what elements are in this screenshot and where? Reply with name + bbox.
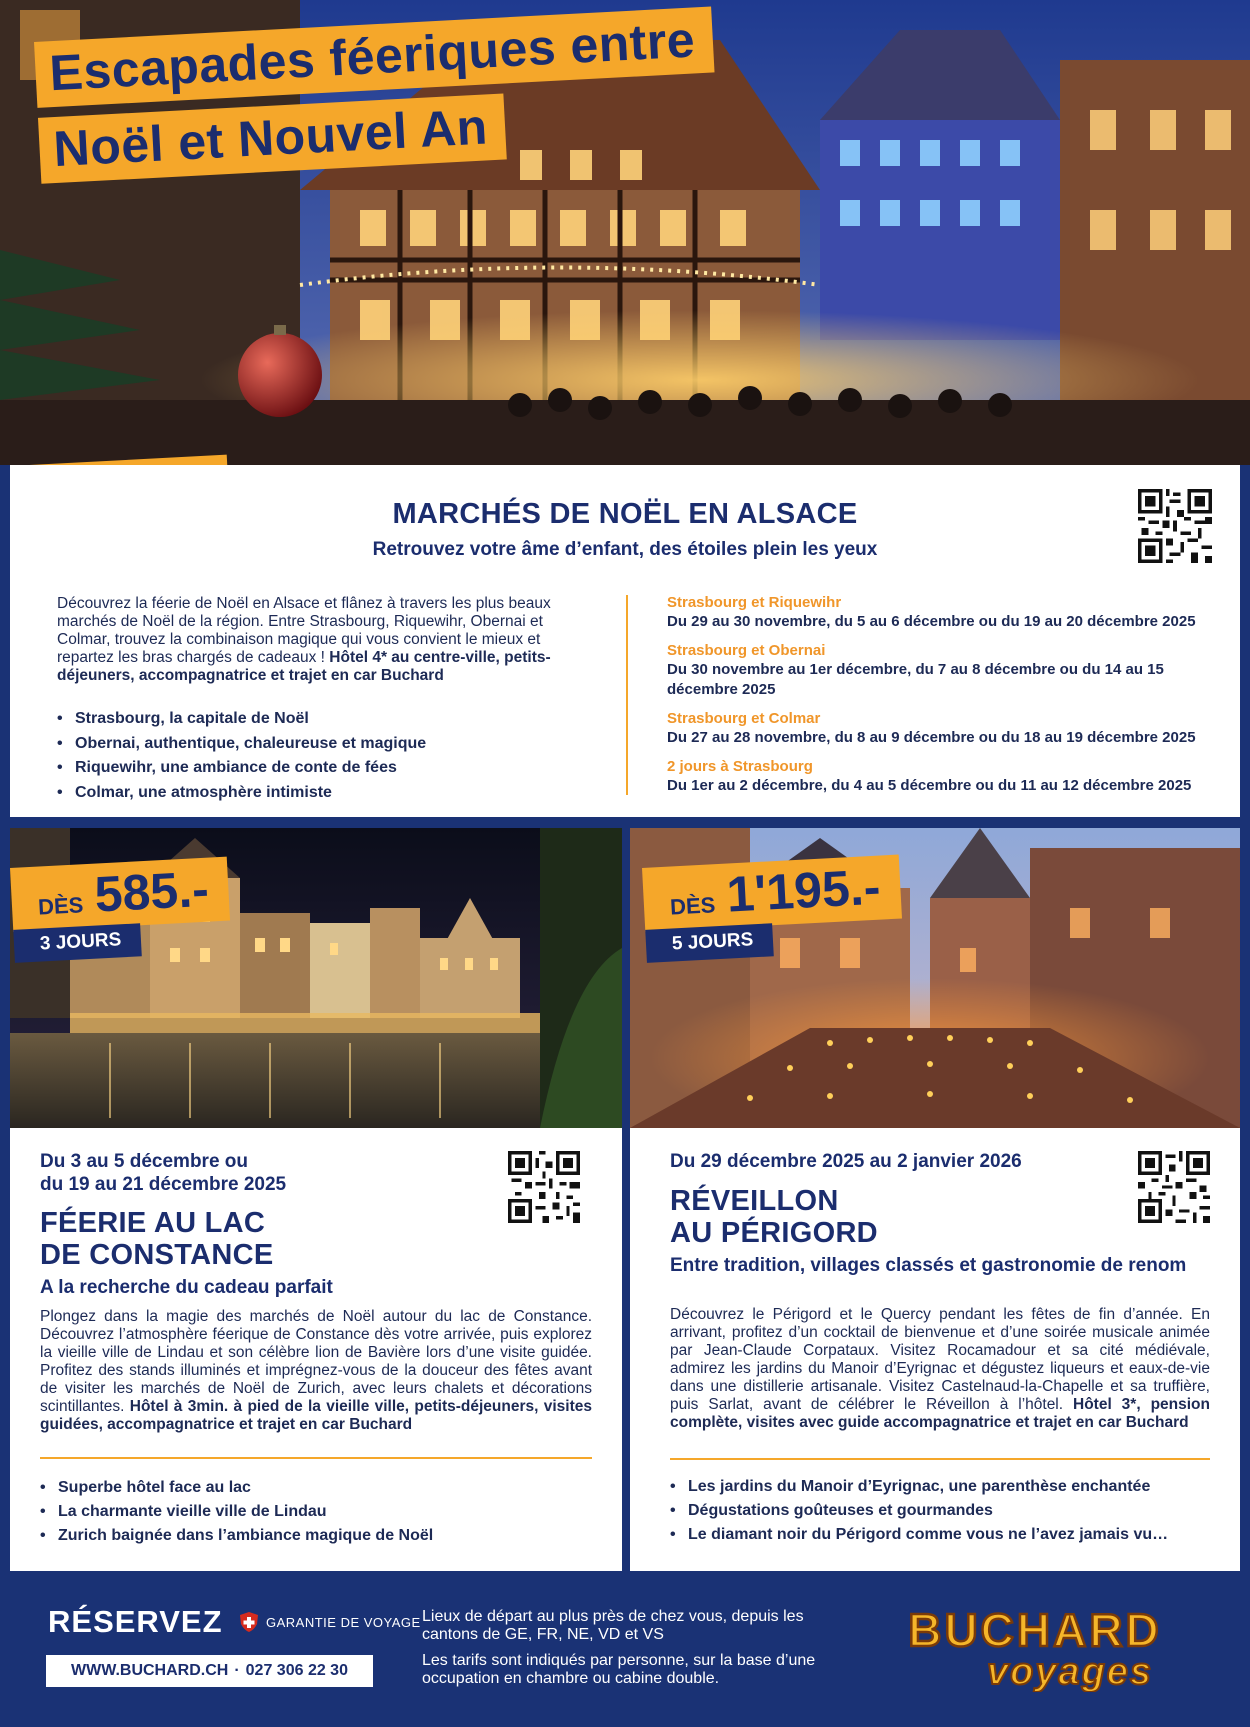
perigord-description — [670, 1306, 1210, 1432]
date-group — [667, 593, 1227, 632]
price-amount: 585.- — [93, 860, 211, 923]
date-line: du 19 au 21 décembre 2025 — [40, 1174, 287, 1195]
headline-line-2: Noël et Nouvel An — [38, 93, 507, 183]
perigord-dates — [670, 1150, 1022, 1173]
perigord-highlights — [670, 1475, 1168, 1547]
title-line: AU PÉRIGORD — [670, 1217, 878, 1249]
constance-highlights — [40, 1476, 433, 1548]
list-item: • Les jardins du Manoir d’Eyrignac, une parenthèse enchantée — [670, 1475, 1168, 1499]
alsace-dates — [667, 593, 1227, 805]
perigord-body: Découvrez le Périgord et le Quercy pendant les fêtes de fin d’année. En arrivant, profitez d’un cocktail de bienvenue et d’une soirée musicale animée par Jean-Claude Corpataux. Visitez Rocamadour et sa cité médiévale, admirez les jardins du Manoir d’Eyrignac et dégustez liqueurs et eaux-de-vie dans une distillerie artisanale. Visitez Castelnaud-la-Chapelle et sa truffière, puis Sarlat, avant de célébrer le Réveillon à l’hôtel. — [670, 1306, 1210, 1413]
alsace-title: MARCHÉS DE NOËL EN ALSACE — [392, 498, 858, 530]
footer-info — [422, 1608, 822, 1696]
travel-guarantee — [238, 1611, 421, 1633]
date-group-text: Du 27 au 28 novembre, du 8 au 9 décembre ou du 18 au 19 décembre 2025 — [667, 729, 1196, 746]
alsace-body: Découvrez la féerie de Noël en Alsace et flânez à travers les plus beaux marchés de Noël de la région. Entre Strasbourg, Riquewihr, Obernai et Colmar, trouvez la combinaison magique qui vous convient le mieux et repartez les bras chargés de cadeaux ! — [57, 595, 551, 666]
guarantee-label: GARANTIE DE VOYAGE — [266, 1614, 421, 1630]
website-link[interactable]: WWW.BUCHARD.CH — [71, 1662, 229, 1679]
title-line: DE CONSTANCE — [40, 1239, 274, 1271]
list-item: • La charmante vieille ville de Lindau — [40, 1500, 433, 1524]
list-item: • Strasbourg, la capitale de Noël — [57, 707, 587, 732]
constance-subtitle: A la recherche du cadeau parfait — [40, 1277, 333, 1298]
headline-line-1: Escapades féeriques entre — [34, 7, 715, 108]
logo-wordmark: BUCHARD — [908, 1604, 1162, 1656]
perigord-body-bold: Hôtel 3*, pension complète, visites avec guide accompagnatrice et trajet en car Buchard — [670, 1396, 1210, 1431]
list-item: • Colmar, une atmosphère intimiste — [57, 781, 587, 806]
list-item: • Zurich baignée dans l’ambiance magique de Noël — [40, 1524, 433, 1548]
date-group-title: Strasbourg et Colmar — [667, 710, 821, 727]
alsace-subtitle: Retrouvez votre âme d’enfant, des étoiles plein les yeux — [372, 539, 878, 560]
date-group-title: Strasbourg et Riquewihr — [667, 594, 842, 611]
departure-info: Lieux de départ au plus près de chez vous, depuis les cantons de GE, FR, NE, VD et VS — [422, 1608, 804, 1643]
divider — [40, 1457, 592, 1459]
logo-subword: voyages — [986, 1651, 1154, 1692]
alsace-description — [57, 595, 587, 805]
alsace-offer-card — [10, 465, 1240, 817]
title-line: FÉERIE AU LAC — [40, 1207, 266, 1239]
qr-code-constance[interactable] — [508, 1151, 580, 1223]
date-line: Du 29 décembre 2025 au 2 janvier 2026 — [670, 1151, 1022, 1172]
hero-image — [0, 0, 1250, 465]
title-line: RÉVEILLON — [670, 1185, 839, 1217]
date-group-text: Du 29 au 30 novembre, du 5 au 6 décembre ou du 19 au 20 décembre 2025 — [667, 613, 1196, 630]
alsace-body-bold: Hôtel 4* au centre-ville, petits-déjeuners, accompagnatrice et trajet en car Buchard — [57, 649, 551, 684]
list-item: • Superbe hôtel face au lac — [40, 1476, 433, 1500]
date-group — [667, 641, 1227, 700]
divider — [626, 595, 628, 795]
date-group-title: Strasbourg et Obernai — [667, 642, 826, 659]
contact-box — [46, 1655, 373, 1687]
date-line: Du 3 au 5 décembre ou — [40, 1151, 249, 1172]
list-item: • Riquewihr, une ambiance de conte de fées — [57, 756, 587, 781]
alsace-highlights — [57, 707, 587, 805]
price-tag-constance — [10, 857, 232, 963]
divider — [670, 1458, 1210, 1460]
list-item: • Le diamant noir du Périgord comme vous ne l’avez jamais vu… — [670, 1523, 1168, 1547]
price-box — [642, 855, 902, 932]
date-group — [667, 709, 1227, 748]
phone-number[interactable]: 027 306 22 30 — [245, 1662, 348, 1679]
date-group-text: Du 1er au 2 décembre, du 4 au 5 décembre ou du 11 au 12 décembre 2025 — [667, 777, 1192, 794]
separator-dot: · — [234, 1662, 240, 1679]
duration-badge: 5 JOURS — [645, 923, 774, 963]
perigord-title — [670, 1185, 878, 1249]
date-group — [667, 757, 1227, 796]
duration-badge: 3 JOURS — [13, 923, 142, 963]
reservez-heading: RÉSERVEZ — [48, 1604, 223, 1639]
qr-code-perigord[interactable] — [1138, 1151, 1210, 1223]
constance-offer-card — [10, 1128, 622, 1571]
constance-description — [40, 1308, 592, 1434]
date-group-text: Du 30 novembre au 1er décembre, du 7 au 8 décembre ou du 14 au 15 décembre 2025 — [667, 661, 1164, 698]
buchard-voyages-logo — [860, 1602, 1210, 1692]
pricing-info: Les tarifs sont indiqués par personne, sur la base d’une occupation en chambre ou cabine double. — [422, 1652, 816, 1687]
price-amount: 1'195.- — [725, 858, 882, 923]
price-prefix: DÈS — [669, 892, 716, 920]
perigord-subtitle: Entre tradition, villages classés et gastronomie de renom — [670, 1255, 1187, 1276]
price-prefix: DÈS — [37, 892, 84, 920]
constance-title — [40, 1207, 273, 1271]
constance-body: Plongez dans la magie des marchés de Noël autour du lac de Constance. Découvrez l’atmosphère féerique de Constance dès votre arrivée, puis explorez la vieille ville de Lindau et son célèbre lion de Bavière lors d’une visite guidée. Profitez des stands illuminés et imprégnez-vous de la douceur des fêtes avant de visiter les marchés de Noël de Zurich, avec leurs chalets et décorations scintillantes. — [40, 1308, 592, 1415]
date-group-title: 2 jours à Strasbourg — [667, 758, 813, 775]
price-tag-perigord — [642, 855, 904, 963]
list-item: • Obernai, authentique, chaleureuse et magique — [57, 732, 587, 757]
constance-body-bold: Hôtel à 3min. à pied de la vieille ville, petits-déjeuners, visites guidées, accompagnatrice et trajet en car Buchard — [40, 1398, 592, 1433]
list-item: • Dégustations goûteuses et gourmandes — [670, 1499, 1168, 1523]
price-box — [10, 857, 230, 932]
perigord-offer-card — [630, 1128, 1240, 1571]
swiss-shield-icon — [238, 1611, 260, 1633]
constance-dates — [40, 1150, 286, 1196]
